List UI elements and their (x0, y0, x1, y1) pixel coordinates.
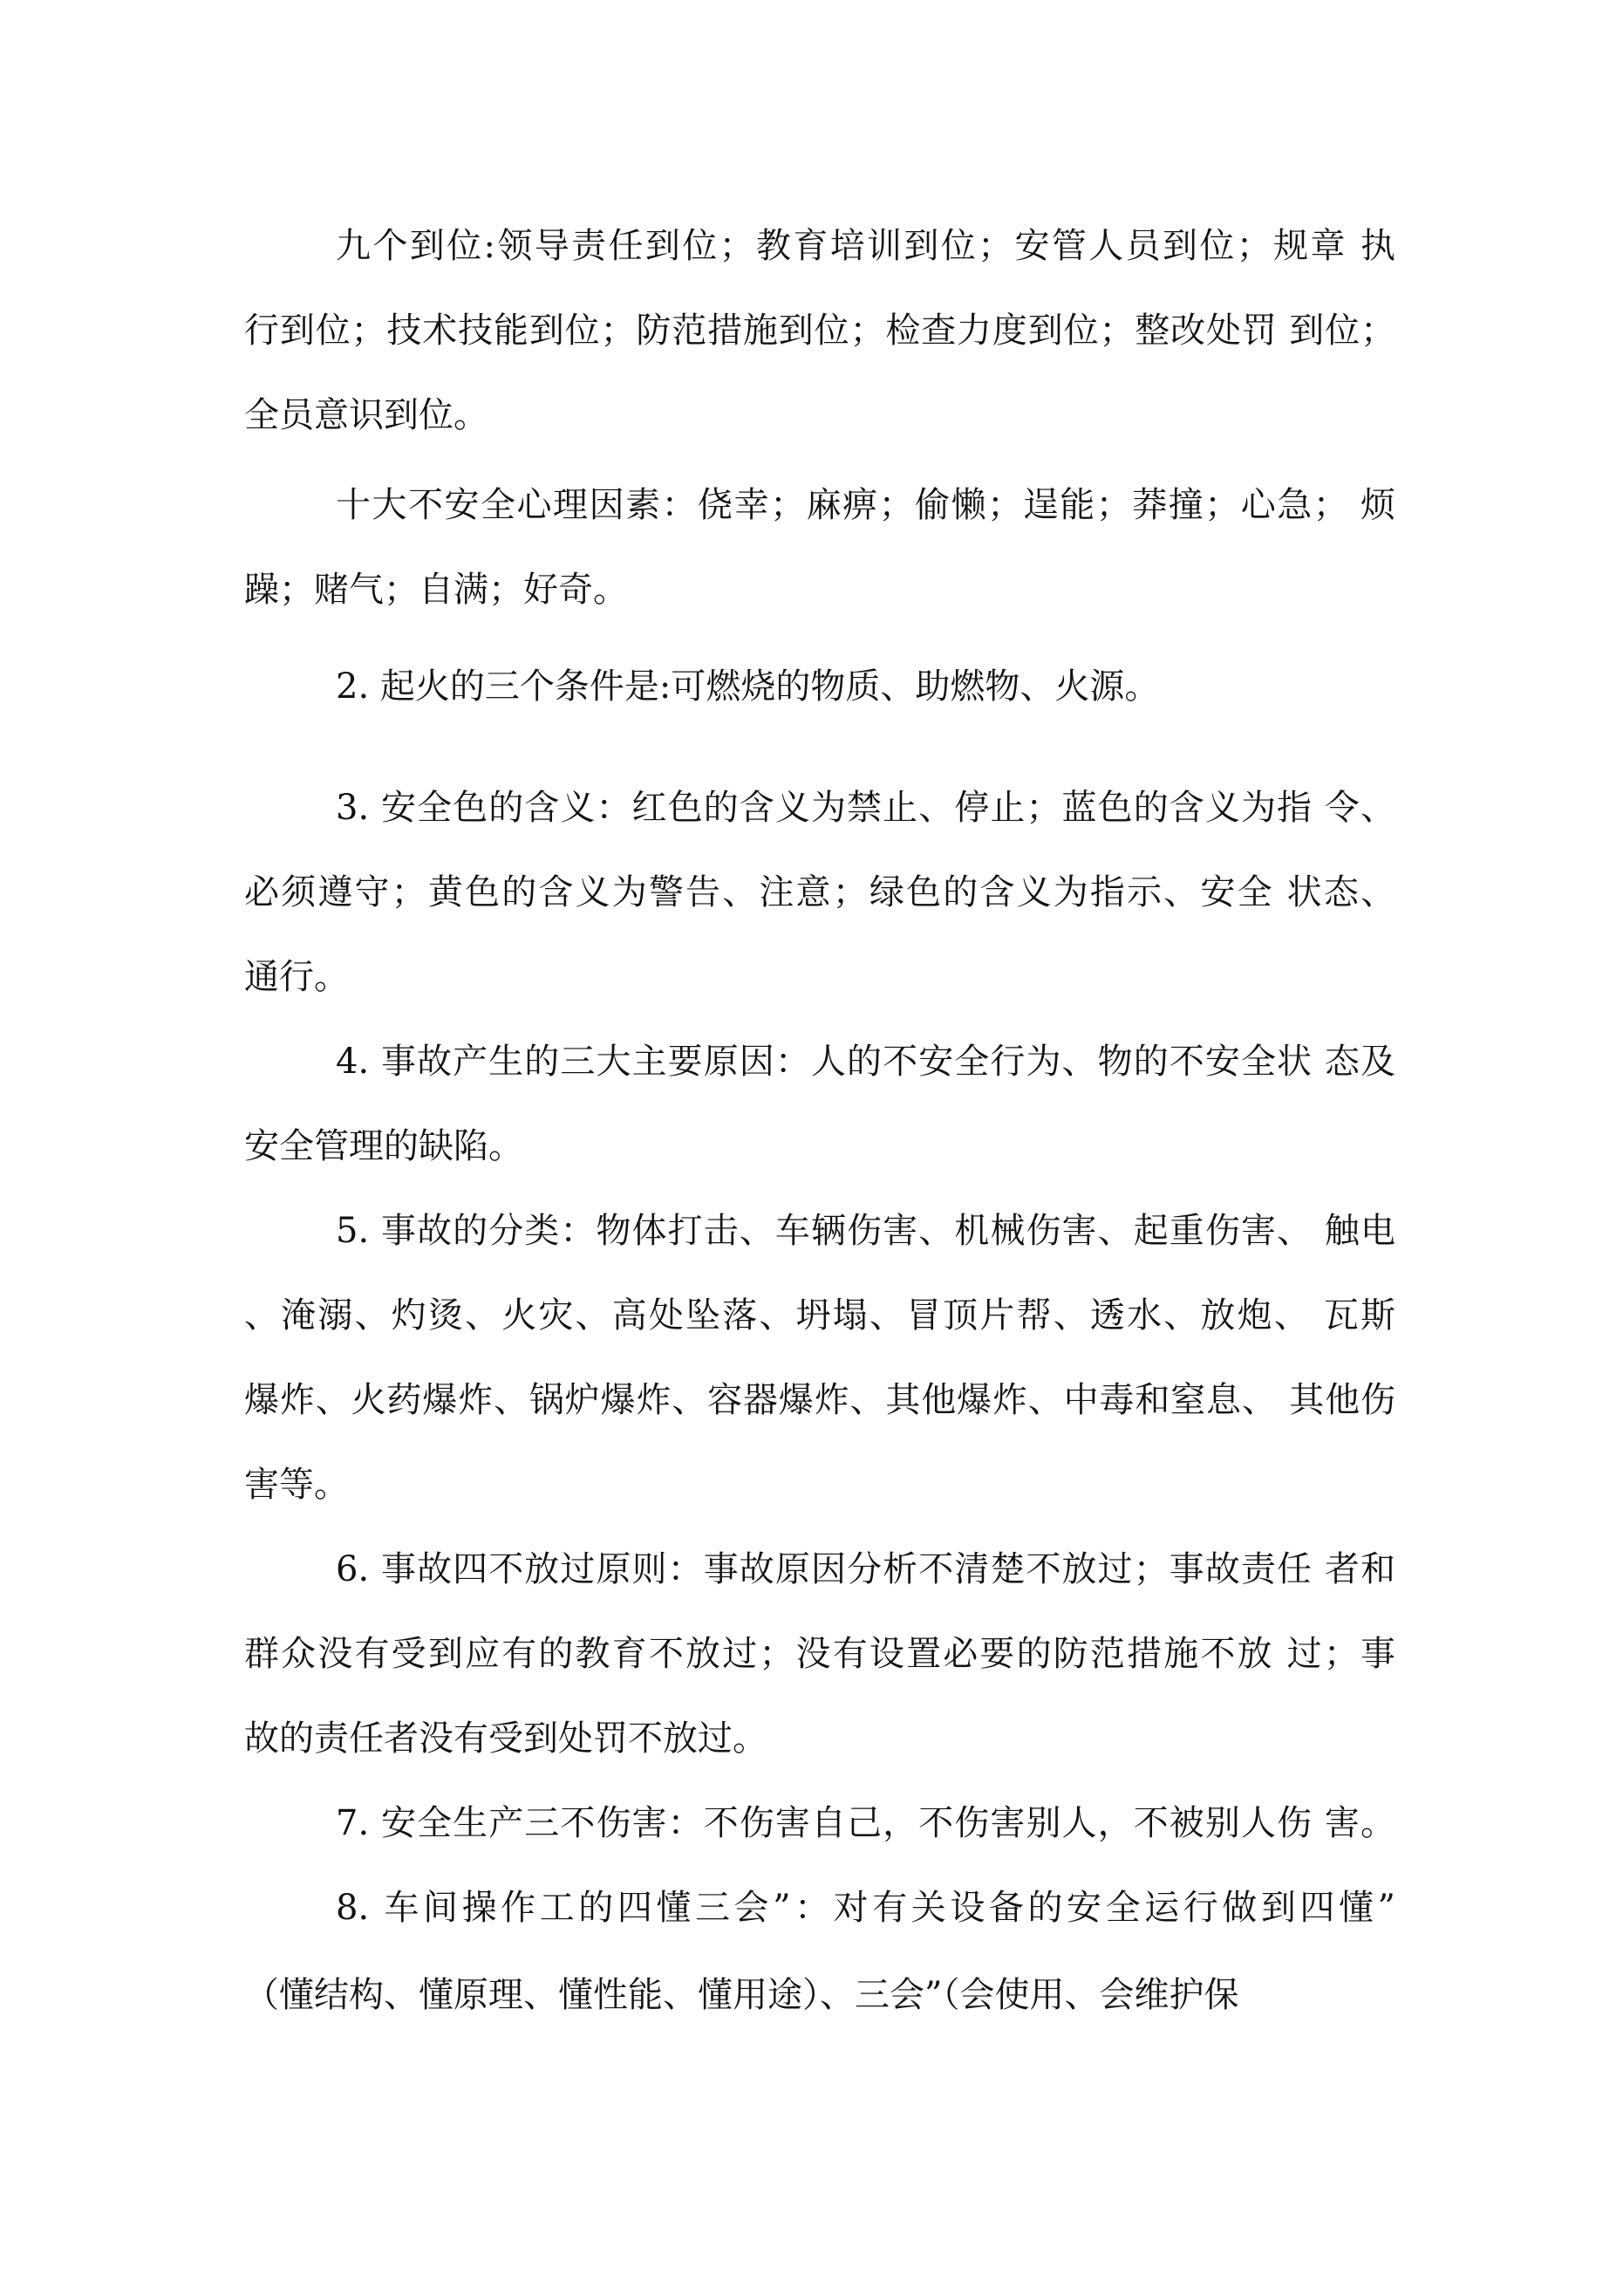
text-line: 爆炸、火药爆炸、锅炉爆炸、容器爆炸、其他爆炸、中毒和窒息、 其他伤 (244, 1380, 1395, 1420)
text-line: 躁；赌气；自满；好奇。 (244, 570, 628, 610)
text-line: 十大不安全心理因素：侥幸；麻痹；偷懒；逞能；莽撞；心急； 烦 (336, 485, 1395, 525)
text-line: 5. 事故的分类：物体打击、车辆伤害、机械伤害、起重伤害、 触电 (336, 1211, 1395, 1251)
text-line: 九个到位:领导责任到位；教育培训到位；安管人员到位；规章 执 (336, 226, 1395, 266)
text-line: 8. 车间操作工的四懂三会”：对有关设备的安全运行做到四懂” (336, 1888, 1395, 1928)
text-line: 4. 事故产生的三大主要原因：人的不安全行为、物的不安全状 态及 (336, 1042, 1395, 1082)
text-line: （懂结构、懂原理、懂性能、懂用途）、三会”（会使用、会维护保 (244, 1975, 1239, 2015)
text-line: 、淹溺、灼烫、火灾、高处坠落、坍塌、冒顶片帮、透水、放炮、 瓦斯 (244, 1295, 1395, 1336)
text-line: 全员意识到位。 (244, 395, 488, 435)
text-line: 行到位；技术技能到位；防范措施到位；检查力度到位；整改处罚 到位； (244, 311, 1395, 351)
text-line: 2. 起火的三个条件是:可燃烧的物质、助燃物、火源。 (336, 666, 1160, 707)
text-line: 害等。 (244, 1465, 349, 1505)
text-line: 故的责任者没有受到处罚不放过。 (244, 1719, 767, 1759)
text-line: 7. 安全生产三不伤害：不伤害自己，不伤害别人，不被别人伤 害。 (336, 1803, 1395, 1843)
text-line: 必须遵守；黄色的含义为警告、注意；绿色的含义为指示、安全 状态、 (244, 872, 1395, 912)
text-line: 3. 安全色的含义：红色的含义为禁止、停止；蓝色的含义为指 令、 (336, 788, 1395, 828)
text-line: 群众没有受到应有的教育不放过；没有设置必要的防范措施不放 过；事 (244, 1634, 1395, 1674)
text-line: 安全管理的缺陷。 (244, 1126, 523, 1166)
text-line: 6. 事故四不放过原则：事故原因分析不清楚不放过；事故责任 者和 (336, 1549, 1395, 1589)
text-line: 通行。 (244, 957, 349, 997)
